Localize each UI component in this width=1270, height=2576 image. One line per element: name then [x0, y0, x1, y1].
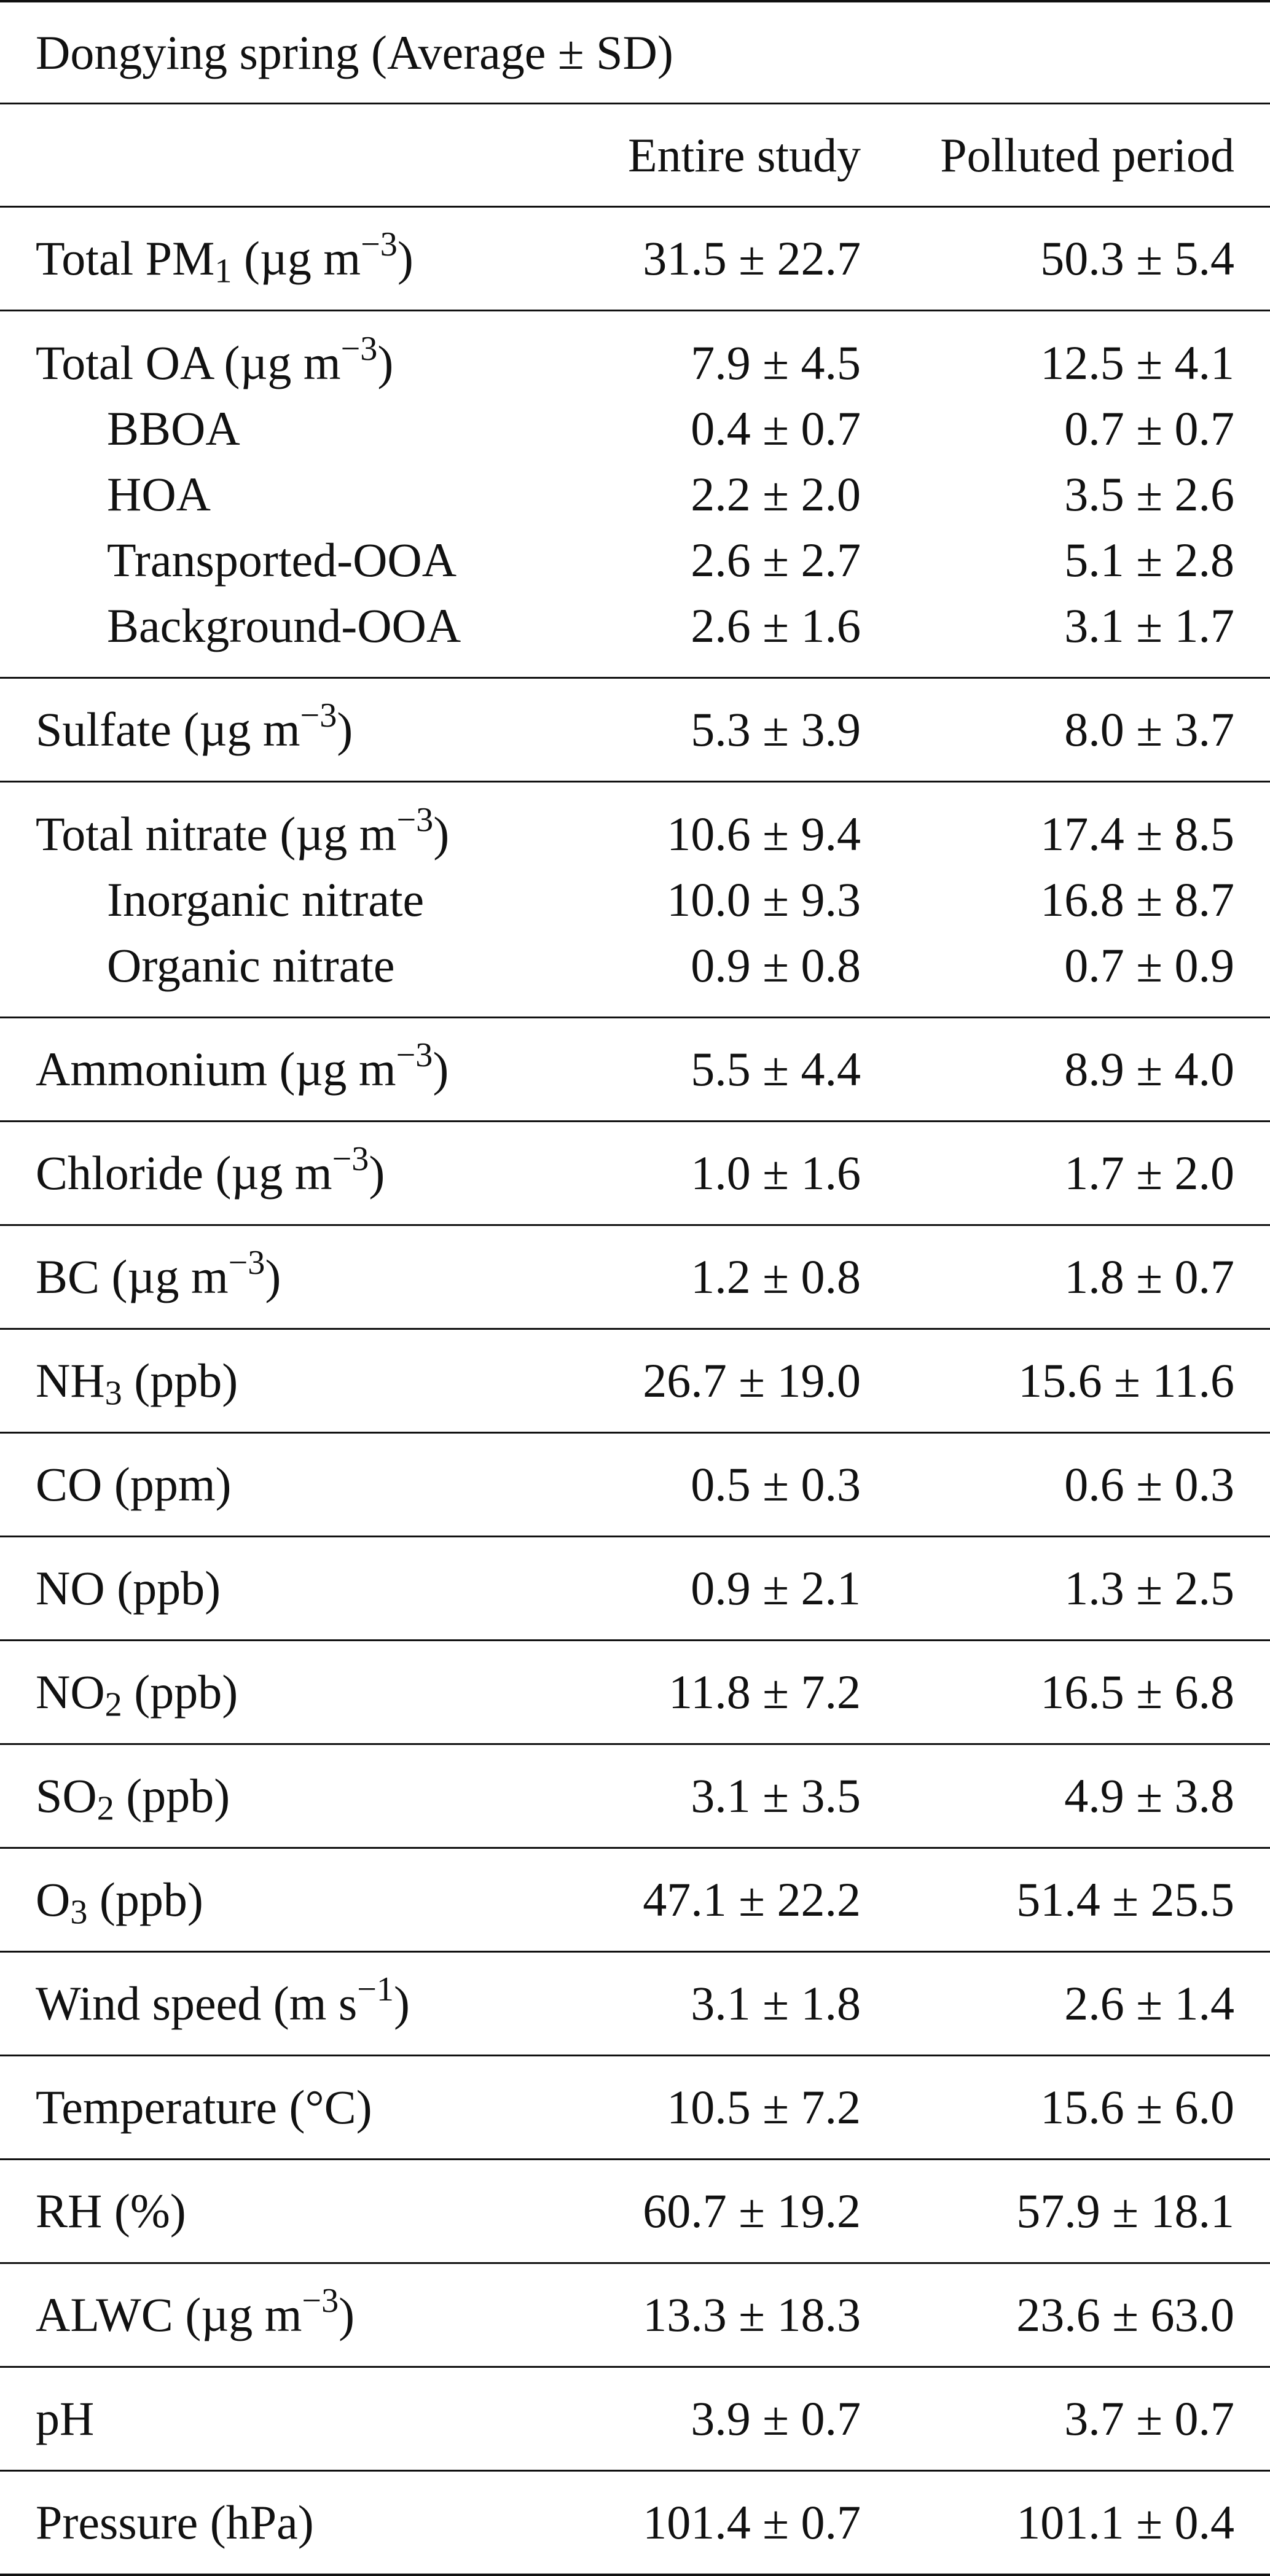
row-label-text: Organic nitrate — [107, 938, 395, 992]
polluted-period-value: 1.8 ± 0.7 — [861, 1225, 1270, 1329]
entire-study-value: 26.7 ± 19.0 — [572, 1329, 861, 1433]
table-row — [0, 1744, 1270, 1848]
row-label — [0, 2160, 572, 2263]
row-label — [0, 782, 572, 867]
row-label-close: ) — [337, 703, 353, 756]
row-label-unit: (ppb) — [122, 1665, 238, 1719]
polluted-period-value: 3.1 ± 1.7 — [1064, 598, 1234, 652]
row-label-text: Temperature (°C) — [36, 2080, 372, 2134]
row-label — [0, 527, 572, 593]
row-label-close: ) — [369, 1146, 385, 1200]
polluted-period-value: 15.6 ± 6.0 — [861, 2056, 1270, 2160]
row-label — [0, 311, 572, 396]
entire-study-value: 3.1 ± 1.8 — [572, 1952, 861, 2056]
entire-study-value: 3.9 ± 0.7 — [572, 2367, 861, 2471]
row-label-text: Transported-OOA — [107, 533, 457, 587]
row-label — [0, 1952, 572, 2056]
row-label-text: HOA — [107, 467, 211, 521]
row-label-close: ) — [377, 335, 394, 389]
row-label-text: BBOA — [107, 401, 240, 455]
row-label — [0, 1018, 572, 1122]
row-label — [0, 1329, 572, 1433]
table-row — [0, 2160, 1270, 2263]
polluted-period-value: 0.7 ± 0.7 — [1064, 401, 1234, 455]
row-label-text: NO (ppb) — [36, 1561, 221, 1615]
row-label-text: Sulfate (µg m — [36, 703, 300, 756]
header-polluted-period: Polluted period — [861, 104, 1270, 207]
entire-study-value: 0.5 ± 0.3 — [572, 1433, 861, 1537]
polluted-period-value: 23.6 ± 63.0 — [861, 2263, 1270, 2367]
row-label-text: Total nitrate (µg m — [36, 806, 397, 861]
row-label — [0, 461, 572, 527]
row-label-close: ) — [433, 806, 450, 861]
entire-study-value: 60.7 ± 19.2 — [572, 2160, 861, 2263]
polluted-period-value: 8.9 ± 4.0 — [861, 1018, 1270, 1122]
row-label-unit: (ppb) — [87, 1873, 203, 1926]
entire-study-value: 13.3 ± 18.3 — [572, 2263, 861, 2367]
polluted-period-value: 51.4 ± 25.5 — [861, 1848, 1270, 1952]
table-row — [0, 2263, 1270, 2367]
row-label-text: Wind speed (m s — [36, 1977, 358, 2030]
row-label-subscript: 2 — [104, 1685, 122, 1724]
row-label — [0, 932, 572, 1018]
row-label-text: ALWC (µg m — [36, 2288, 302, 2341]
table-row — [0, 932, 1270, 1018]
entire-study-value: 7.9 ± 4.5 — [572, 311, 861, 396]
entire-study-value: 5.3 ± 3.9 — [572, 678, 861, 782]
row-label-text: Chloride (µg m — [36, 1146, 332, 1200]
table-row — [0, 396, 1270, 461]
table-row — [0, 2056, 1270, 2160]
row-label — [0, 2367, 572, 2471]
row-label-close: ) — [339, 2288, 355, 2341]
row-label-text: BC (µg m — [36, 1250, 229, 1303]
table-row — [0, 1225, 1270, 1329]
row-label — [0, 1225, 572, 1329]
table-row — [0, 1433, 1270, 1537]
row-label-subscript: 2 — [96, 1789, 114, 1828]
table-title-row — [0, 1, 1270, 104]
header-entire-study: Entire study — [572, 104, 861, 207]
table-row — [0, 1537, 1270, 1641]
row-label-text: Inorganic nitrate — [107, 872, 425, 926]
entire-study-value: 2.2 ± 2.0 — [691, 467, 861, 521]
row-label — [0, 678, 572, 782]
polluted-period-value: 1.3 ± 2.5 — [861, 1537, 1270, 1641]
row-label-text: Total PM — [36, 232, 215, 285]
row-label-text: Ammonium (µg m — [36, 1042, 396, 1096]
entire-study-value: 10.0 ± 9.3 — [667, 872, 861, 926]
entire-study-value: 11.8 ± 7.2 — [572, 1641, 861, 1744]
row-label-subscript: 3 — [104, 1374, 122, 1413]
entire-study-value: 101.4 ± 0.7 — [572, 2471, 861, 2575]
polluted-period-value: 50.3 ± 5.4 — [861, 207, 1270, 311]
polluted-period-value: 2.6 ± 1.4 — [861, 1952, 1270, 2056]
row-label — [0, 1641, 572, 1744]
row-label — [0, 1848, 572, 1952]
row-label-text: CO (ppm) — [36, 1458, 232, 1511]
row-label-text: RH (%) — [36, 2184, 186, 2238]
entire-study-value: 10.5 ± 7.2 — [572, 2056, 861, 2160]
table-row — [0, 593, 1270, 678]
table-title: Dongying spring (Average ± SD) — [36, 25, 673, 79]
table-row — [0, 461, 1270, 527]
table-row — [0, 1018, 1270, 1122]
row-label — [0, 867, 572, 932]
polluted-period-value: 101.1 ± 0.4 — [861, 2471, 1270, 2575]
polluted-period-value: 0.6 ± 0.3 — [861, 1433, 1270, 1537]
table-row — [0, 1848, 1270, 1952]
row-label — [0, 2056, 572, 2160]
entire-study-value: 1.2 ± 0.8 — [572, 1225, 861, 1329]
row-label-text: Total OA (µg m — [36, 335, 341, 389]
entire-study-value: 3.1 ± 3.5 — [572, 1744, 861, 1848]
row-label-text: NO — [36, 1665, 105, 1719]
polluted-period-value: 5.1 ± 2.8 — [1064, 533, 1234, 587]
row-label-text: SO — [36, 1769, 97, 1822]
row-label-superscript: −3 — [361, 225, 398, 264]
entire-study-value: 10.6 ± 9.4 — [572, 782, 861, 867]
table-row — [0, 678, 1270, 782]
table-row — [0, 2367, 1270, 2471]
row-label — [0, 1122, 572, 1225]
polluted-period-value: 17.4 ± 8.5 — [861, 782, 1270, 867]
entire-study-value: 47.1 ± 22.2 — [572, 1848, 861, 1952]
table-row — [0, 311, 1270, 396]
table-row — [0, 1329, 1270, 1433]
table-body — [0, 1, 1270, 2575]
polluted-period-value: 3.5 ± 2.6 — [1064, 467, 1234, 521]
entire-study-value: 5.5 ± 4.4 — [572, 1018, 861, 1122]
entire-study-value: 2.6 ± 1.6 — [691, 598, 861, 652]
row-label-superscript: −1 — [357, 1970, 394, 2009]
row-label — [0, 2263, 572, 2367]
row-label-close: ) — [397, 232, 414, 285]
entire-study-value: 0.9 ± 0.8 — [691, 938, 861, 992]
row-label-superscript: −3 — [340, 329, 378, 368]
entire-study-value: 0.4 ± 0.7 — [691, 401, 861, 455]
row-label-close: ) — [394, 1977, 410, 2030]
row-label-subscript: 3 — [70, 1893, 88, 1932]
table-row — [0, 867, 1270, 932]
entire-study-value: 1.0 ± 1.6 — [572, 1122, 861, 1225]
row-label-unit: (ppb) — [114, 1769, 230, 1822]
polluted-period-value: 0.7 ± 0.9 — [1064, 938, 1234, 992]
row-label-text: NH — [36, 1354, 105, 1407]
row-label-text: Background-OOA — [107, 598, 461, 652]
row-label — [0, 1744, 572, 1848]
header-row — [0, 104, 1270, 207]
row-label — [0, 396, 572, 461]
polluted-period-value: 16.8 ± 8.7 — [1040, 872, 1234, 926]
entire-study-value: 0.9 ± 2.1 — [572, 1537, 861, 1641]
row-label-superscript: −3 — [302, 2282, 339, 2320]
row-label-text: pH — [36, 2392, 95, 2445]
row-label — [0, 2471, 572, 2575]
polluted-period-value: 3.7 ± 0.7 — [861, 2367, 1270, 2471]
row-label-text: Pressure (hPa) — [36, 2496, 314, 2549]
polluted-period-value: 57.9 ± 18.1 — [861, 2160, 1270, 2263]
polluted-period-value: 12.5 ± 4.1 — [861, 311, 1270, 396]
row-label — [0, 207, 572, 311]
row-label-unit: (µg m — [232, 232, 361, 285]
row-label-superscript: −3 — [396, 800, 434, 839]
polluted-period-value: 4.9 ± 3.8 — [861, 1744, 1270, 1848]
row-label-superscript: −3 — [396, 1036, 433, 1075]
table-row — [0, 207, 1270, 311]
row-label-close: ) — [265, 1250, 281, 1303]
row-label-close: ) — [433, 1042, 449, 1096]
row-label-text: O — [36, 1873, 71, 1926]
table-row — [0, 1641, 1270, 1744]
table-row — [0, 1952, 1270, 2056]
row-label-subscript: 1 — [214, 252, 232, 291]
polluted-period-value: 15.6 ± 11.6 — [861, 1329, 1270, 1433]
header-empty — [0, 104, 572, 207]
row-label — [0, 593, 572, 678]
row-label-superscript: −3 — [228, 1244, 265, 1282]
polluted-period-value: 8.0 ± 3.7 — [861, 678, 1270, 782]
row-label — [0, 1433, 572, 1537]
table-row — [0, 2471, 1270, 2575]
table-row — [0, 1122, 1270, 1225]
row-label-superscript: −3 — [300, 697, 337, 735]
entire-study-value: 2.6 ± 2.7 — [691, 533, 861, 587]
row-label — [0, 1537, 572, 1641]
entire-study-value: 31.5 ± 22.7 — [572, 207, 861, 311]
polluted-period-value: 1.7 ± 2.0 — [861, 1122, 1270, 1225]
row-label-superscript: −3 — [332, 1140, 369, 1179]
table-row — [0, 527, 1270, 593]
polluted-period-value: 16.5 ± 6.8 — [861, 1641, 1270, 1744]
table-row — [0, 782, 1270, 867]
row-label-unit: (ppb) — [122, 1354, 238, 1407]
